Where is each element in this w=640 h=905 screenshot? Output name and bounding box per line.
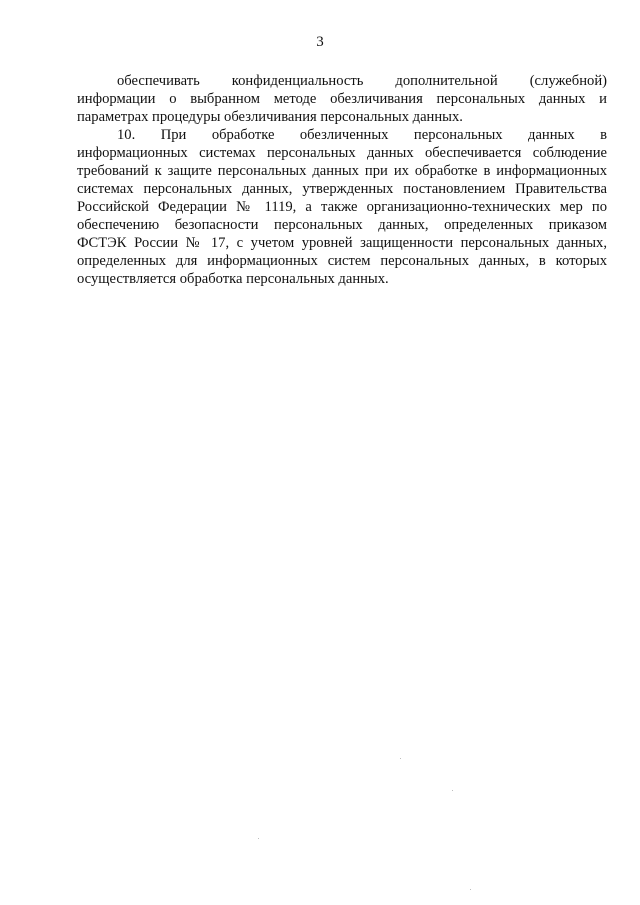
paragraph-line: ФСТЭК России № 17, с учетом уровней защищенности персональных данных, [77, 235, 607, 251]
scan-speck [452, 790, 453, 791]
paragraph-line: параметрах процедуры обезличивания персональных данных. [77, 109, 463, 125]
page-number: 3 [316, 34, 324, 50]
paragraph-line: Российской Федерации № 1119, а также организационно-технических мер по [77, 199, 607, 215]
paragraph-line: осуществляется обработка персональных данных. [77, 271, 389, 287]
scan-speck [400, 758, 401, 759]
paragraph-line: определенных для информационных систем персональных данных, в которых [77, 253, 607, 269]
scan-speck [470, 889, 471, 890]
paragraph-line: информации о выбранном методе обезличивания персональных данных и [77, 91, 607, 107]
scan-speck [258, 838, 259, 839]
paragraph-line: системах персональных данных, утвержденных постановлением Правительства [77, 181, 607, 197]
paragraph-line: 10. При обработке обезличенных персональных данных в [117, 127, 607, 143]
paragraph-line: требований к защите персональных данных при их обработке в информационных [77, 163, 607, 179]
paragraph-line: информационных системах персональных данных обеспечивается соблюдение [77, 145, 607, 161]
paragraph-line: обеспечению безопасности персональных данных, определенных приказом [77, 217, 607, 233]
paragraph-line: обеспечивать конфиденциальность дополнительной (служебной) [117, 73, 607, 89]
